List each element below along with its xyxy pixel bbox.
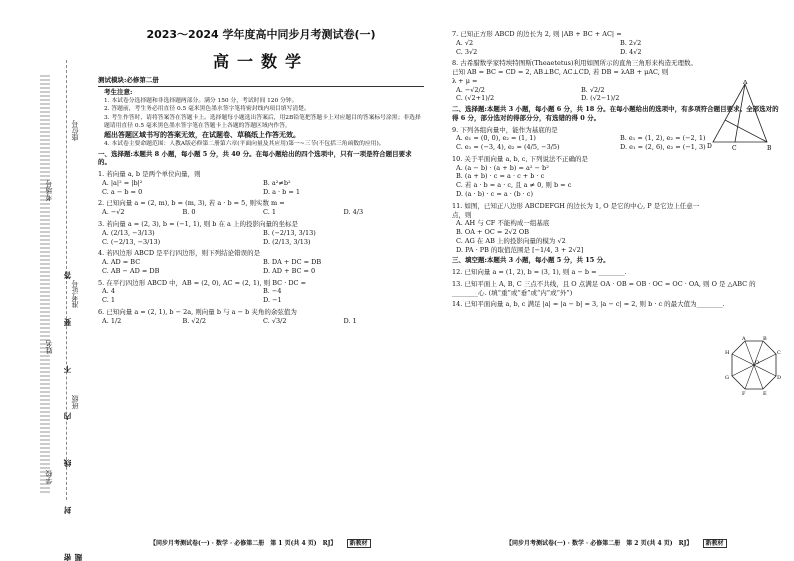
option: B. −4 [263,287,282,296]
option: B. (a + b) · c = a · c + b · c [456,172,545,181]
oct-label: F [742,391,746,395]
question-7-options [452,39,784,57]
option: B. 0 [182,208,196,217]
option: D. (a · b) · c = a · (b · c) [456,190,533,199]
binding-strip [0,0,98,561]
seat-label: 座位号 [71,120,79,141]
option: D. (2/13, 3/13) [263,237,311,246]
option: D. a · b = 1 [263,187,301,196]
option: D. e₁ = (2, 6), e₂ = (−1, 3) [620,143,706,152]
option: C. AG 在 AB 上的投影向量的模为 √2 [456,236,566,245]
option: A. 1/2 [102,316,122,325]
notes-heading: 考生注意: [104,88,133,97]
option: A. −√2 [102,208,125,217]
question-4: 4. 若四边形 ABCD 是平行四边形，则下列结论错误的是 [98,249,261,258]
name-label: 姓名 [45,340,53,354]
note-item: 超出答题区域书写的答案无效，在试题卷、草稿纸上作答无效。 [104,129,300,139]
option: B. OA + OC = 2√2 OB [456,228,529,237]
question-4-options [98,258,424,276]
footer-right-text: 【同步月考测试卷(一) · 数学 · 必修第二册 第 2 页(共 4 页) RJ】 [506,540,693,547]
option: D. PA · PB 的取值范围是 [−1/4, 3 + 2√2] [456,245,584,254]
oct-label: H [725,350,730,356]
option: A. (a − b) · (a + b) = a² − b² [456,163,549,172]
option: B. √2/2 [581,85,605,94]
question-3: 3. 若向量 a = (2, 3), b = (−1, 1), 则 b 在 a 上的投影向量的坐标是 [98,220,298,229]
question-7: 7. 已知正方形 ABCD 的边长为 2, 则 |AB + BC + AC| = [452,30,622,38]
oct-label: A [742,336,746,342]
option: C. (−2/13, −3/13) [102,237,161,246]
option: D. −1 [263,296,282,305]
note-item: 2. 答题前，考生务必用直径 0.5 毫米黑色墨水签字笔将密封线内项目填写清楚。 [104,106,310,113]
option: C. √3/2 [263,316,287,325]
option: B. √2/2 [182,316,207,325]
class-label: 班级 [71,395,79,409]
question-14: 14. 已知平面向量 a, b, c 满足 |a| = |a − b| = 3, |a − c| = 2, 则 b · c 的最大值为________. [452,300,725,309]
question-13: 13. 已知平面上 A, B, C 三点不共线，且 O 点满足 OA · OB = OB · OC = OC · OA, 则 O 是 △ABC 的 [452,279,756,288]
exam-id-label: 准考证号 [71,280,79,308]
option: C. 若 a · b = a · c, 且 a ≠ 0, 则 b = c [456,181,572,190]
question-1: 1. 若向量 a, b 是两个单位向量，则 [98,170,201,179]
note-item: 4. 本试卷主要命题范围：人教A版必修第二册第六章(平面向量及其应用)第一~三节(不包括三角函数的应用)。 [104,140,385,147]
question-2: 2. 已知向量 a = (2, m), b = (m, 3), 若 a · b = 5, 则实数 m = [98,199,285,208]
new-textbook-tag: 新教材 [347,539,371,548]
section-2-heading: 二、选择题:本题共 3 小题，每小题 6 分，共 18 分。在每小题给出的选项中，有多项符合题目要求。全部选对的得 6 分，部分选对的得部分分，有选错的得 0 分。 [452,105,779,122]
left-column [98,22,424,325]
question-12: 12. 已知向量 a = (1, 2), b = (3, 1), 则 a − b = ________. [452,268,627,277]
oct-label: G [725,375,729,381]
option: A. √2 [456,38,474,47]
question-8-tail: λ + μ = [452,76,478,85]
note-item: 3. 考生作答时，请将答案答在答题卡上。选择题每小题选出答案后，用2B铅笔把答题卡上对应题目的答案标号涂黑；非选择题请用直径 0.5 毫米黑色墨水签字笔在答题卡上各题的答题区域内作答， [104,114,421,129]
exam-title: 2023～2024 学年度高中同步月考测试卷(一) [146,28,376,41]
question-5-options [98,287,424,305]
option: D. 4/3 [343,208,364,217]
option: A. 4 [102,287,115,296]
question-6: 6. 已知向量 a = (2, 1), b − 2a, 则向量 b 与 a − b 夹角的余弦值为 [98,307,297,316]
option: A. AD = BC [102,258,141,267]
tri-label-b: B [767,145,772,152]
option: A. (2/13, −3/13) [102,228,155,237]
tri-label-c: C [732,145,737,152]
question-10: 10. 关于平面向量 a, b, c, 下列说法不正确的是 [452,154,589,163]
section-3-heading: 三、填空题:本题共 3 小题，每小题 5 分，共 15 分。 [452,256,610,265]
option: C. 1 [263,208,277,217]
right-column [452,30,784,309]
option: B. DA + DC = DB [263,258,322,267]
option: C. a − b = 0 [102,187,143,196]
question-1-options [98,179,424,197]
question-8-options [452,86,706,104]
question-8: 8. 古希腊数学家特埃特图斯(Theaetetus)利用如图所示的直角三角形来构造无理数。已知 AB = BC = CD = 2, AB⊥BC, AC⊥CD, 若 DB = λAB + μAC, 则 [452,59,698,77]
notes-box [98,88,424,147]
option: C. 1 [102,296,116,305]
option: C. 3√2 [456,47,478,56]
oct-label: C [777,350,781,356]
footer-right [506,538,727,547]
room-label: 考场号 [45,180,53,201]
question-10-options [452,164,784,199]
option: D. 1 [343,316,357,325]
school-label: 学校 [45,470,53,484]
tri-label-d: D [707,143,712,150]
oct-label: E [763,391,767,395]
note-item: 1. 本试卷分选择题和非选择题两部分。满分 150 分，考试时间 120 分钟。 [104,98,298,105]
question-11-options [452,219,726,254]
option: D. AD + BC = 0 [263,266,316,275]
option: A. −√2/2 [456,85,485,94]
binding-bar [40,75,50,495]
question-9: 9. 下列各组向量中，能作为基底的是 [452,125,558,134]
question-2-options [98,208,424,217]
option: B. a²≠b² [263,178,291,187]
tri-label-a: A [743,80,748,86]
octagon-figure [724,335,784,395]
oct-label: B [763,336,767,342]
module-line: 测试模块:必修第二册 [98,76,424,87]
option: C. AB − AD = DB [102,266,160,275]
footer-left-text: 【同步月考测试卷(一) · 数学 · 必修第二册 第 1 页(共 4 页) RJ】 [150,540,337,547]
question-5: 5. 在平行四边形 ABCD 中，AB = (2, 0), AC = (2, 1), 则 BC · DC = [98,278,307,287]
option: D. 4√2 [620,47,642,56]
option: A. e₁ = (0, 0), e₂ = (1, 1) [456,134,536,143]
seal-notice: 密 封 线 内 不 要 答 题 [63,232,83,561]
new-textbook-tag: 新教材 [703,539,727,548]
question-6-options [98,317,424,326]
option: B. (−2/13, 3/13) [263,228,316,237]
question-11: 11. 如图，已知正八边形 ABCDEFGH 的边长为 1, O 是它的中心, P 是它边上任意一 [452,201,700,210]
option: C. (√2+1)/2 [456,94,495,103]
exam-subject: 高一数学 [212,51,309,71]
option: D. (√2−1)/2 [581,94,620,103]
oct-label: D [777,375,782,381]
section-1-heading: 一、选择题:本题共 8 小题，每小题 5 分，共 40 分。在每小题给出的四个选项中，只有一项是符合题目要求的。 [98,149,412,167]
question-3-options [98,229,424,247]
option: B. e₁ = (1, 2), e₂ = (−2, 1) [620,134,706,143]
oct-label: O [755,360,760,366]
option: A. |a|² = |b|² [102,178,143,187]
option: C. e₁ = (−3, 4), e₂ = (4/5, −3/5) [456,143,560,152]
question-13-tail: ________心. (填“重”或“垂”或“内”或“外”) [452,288,573,297]
option: A. AH 与 CF 不能构成一组基底 [456,219,550,228]
theaetetus-figure [705,80,773,152]
option: B. 2√2 [620,38,642,47]
question-11-tail: 点，则 [452,210,472,219]
footer-left [150,538,371,547]
